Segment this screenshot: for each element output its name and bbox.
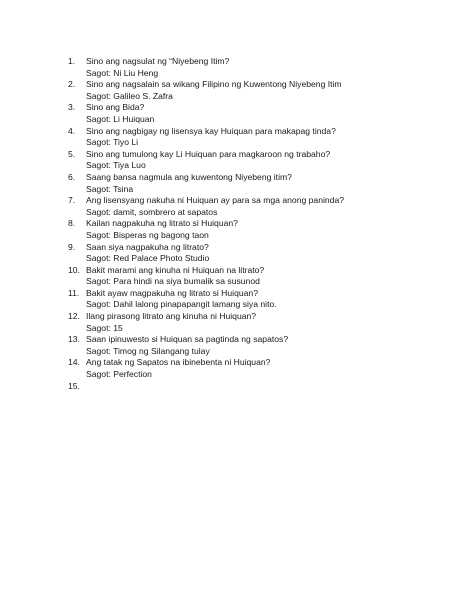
answer-text: Sagot: Tiya Luo — [86, 160, 146, 171]
item-number: 8. — [68, 218, 76, 229]
answer-text: Sagot: Dahil lalong pinapapangit lamang siya nito. — [86, 299, 277, 310]
item-number: 15. — [68, 380, 80, 391]
question-text: Sino ang nagsalain sa wikang Filipino ng Kuwentong Niyebeng Itim — [86, 79, 342, 90]
answer-text: Sagot: Para hindi na siya bumalik sa susunod — [86, 276, 260, 287]
list-item — [68, 334, 458, 357]
list-item — [68, 79, 458, 102]
question-text: Sino ang Bida? — [86, 102, 145, 113]
list-item — [68, 102, 458, 125]
list-item — [68, 195, 458, 218]
answer-text: Sagot: Li Huiquan — [86, 113, 155, 124]
answer-text: Sagot: Ni Liu Heng — [86, 67, 159, 78]
list-item — [68, 218, 458, 241]
question-text: Sino ang tumulong kay Li Huiquan para magkaroon ng trabaho? — [86, 148, 331, 159]
item-number: 1. — [68, 56, 76, 66]
list-item — [68, 357, 458, 380]
list-item — [68, 265, 458, 288]
answer-text: Sagot: Galileo S. Zafra — [86, 90, 173, 101]
list-item — [68, 172, 458, 195]
item-number: 5. — [68, 148, 76, 159]
item-number: 14. — [68, 357, 80, 368]
answer-text: Sagot: Perfection — [86, 369, 152, 380]
question-text: Saan ipinuwesto si Huiquan sa pagtinda ng sapatos? — [86, 334, 289, 345]
answer-text: Sagot: Bisperas ng bagong taon — [86, 229, 209, 240]
list-item — [68, 149, 458, 172]
answer-text: Sagot: Tsina — [86, 183, 134, 194]
item-number: 7. — [68, 195, 76, 206]
question-text: Sino ang nagbigay ng lisensya kay Huiquan para makapag tinda? — [86, 125, 336, 136]
question-text: Bakit marami ang kinuha ni Huiquan na litrato? — [86, 264, 265, 275]
list-item — [68, 242, 458, 265]
item-number: 13. — [68, 334, 80, 345]
question-text: Ilang pirasong litrato ang kinuha ni Huiquan? — [86, 311, 257, 322]
question-text: Saan siya nagpakuha ng litrato? — [86, 241, 209, 252]
item-number: 9. — [68, 241, 76, 252]
item-number: 12. — [68, 311, 80, 322]
question-text: Saang bansa nagmula ang kuwentong Niyebeng itim? — [86, 171, 292, 182]
answer-text: Sagot: Timog ng Silangang tulay — [86, 345, 210, 356]
list-item — [68, 288, 458, 311]
answer-text: Sagot: 15 — [86, 322, 123, 333]
question-text: Kailan nagpakuha ng litrato si Huiquan? — [86, 218, 238, 229]
list-item — [68, 56, 458, 79]
list-item — [68, 311, 458, 334]
item-number: 4. — [68, 125, 76, 136]
answer-text: Sagot: damit, sombrero at sapatos — [86, 206, 218, 217]
question-text: Ang tatak ng Sapatos na ibinebenta ni Huiquan? — [86, 357, 271, 368]
question-text: Sino ang nagsulat ng “Niyebeng Itim? — [86, 56, 230, 66]
list-item — [68, 126, 458, 149]
answer-text: Sagot: Red Palace Photo Studio — [86, 253, 210, 264]
question-text: Bakit ayaw magpakuha ng litrato si Huiquan? — [86, 287, 258, 298]
question-text: Ang lisensyang nakuha ni Huiquan ay para sa mga anong paninda? — [86, 195, 345, 206]
item-number: 11. — [68, 287, 80, 298]
item-number: 2. — [68, 79, 76, 90]
item-number: 10. — [68, 264, 80, 275]
item-number: 6. — [68, 171, 76, 182]
item-number: 3. — [68, 102, 76, 113]
question-answer-list — [68, 56, 458, 391]
answer-text: Sagot: Tiyo Li — [86, 137, 139, 148]
